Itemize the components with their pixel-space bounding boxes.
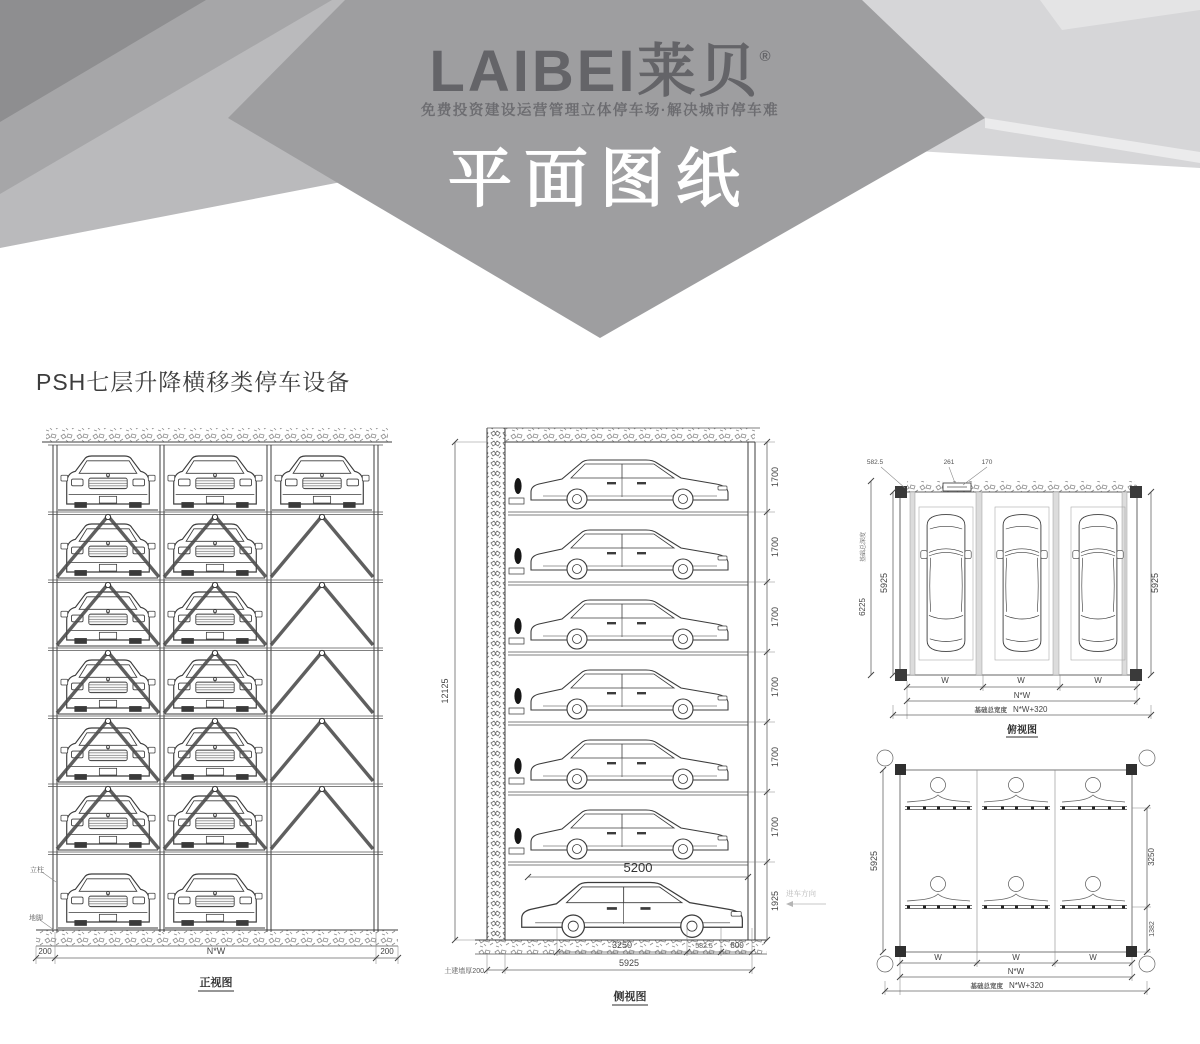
side-car-level [509,740,728,789]
side-level-dim-6: 1700 [770,816,780,838]
brand-logo-row [0,24,1200,108]
front-title-group [198,975,234,991]
plan-callout-1: 582.5 [866,459,884,466]
side-ground-height: 1925 [770,890,780,912]
front-callout-bottom: 地脚 [29,915,43,922]
front-callouts [29,865,56,930]
foundation-overall-note: 基础总宽度 [970,983,1003,990]
front-middle-rows [57,514,373,850]
side-car-level [509,460,728,509]
banner-title: 平面图纸 [448,143,752,215]
plan-total-width: N*W [1013,691,1031,700]
foundation-bay-width-1: W [934,953,942,962]
foundation-bottom-dims [882,952,1150,995]
plan-depth-right: 5925 [1150,572,1160,594]
side-wall-note: 土建墙厚200 [444,968,484,975]
registered-mark: ® [759,48,771,65]
plan-bay-width-3: W [1094,676,1102,685]
side-level-dim-5: 1700 [770,746,780,768]
front-dim-right: 200 [380,947,394,956]
front-callout-top: 立柱 [30,867,44,874]
plan-bottom-dims [890,675,1154,719]
front-dim-left: 200 [38,947,52,956]
foundation-left-dim [869,767,886,955]
foundation-rear-offset: 1382 [1149,921,1156,937]
side-depth: 5925 [618,958,640,968]
plan-bay-width-1: W [941,676,949,685]
plan-bay-width-2: W [1017,676,1025,685]
side-level-dim-1: 1700 [770,466,780,488]
foundation-structure [877,750,1155,972]
plan-title-group [1006,723,1038,737]
foundation-view-drawing [855,745,1200,1044]
side-level-dim-3: 1700 [770,606,780,628]
front-view-drawing [28,420,410,1020]
front-dim-center: N*W [206,946,226,956]
side-total-height: 12125 [440,678,450,704]
side-height-dim [440,439,487,943]
side-view-title: 侧视图 [613,991,647,1003]
plan-callout-3: 170 [981,459,993,466]
front-view-title: 正视图 [199,977,233,989]
side-level-dim-2: 1700 [770,536,780,558]
side-entry-note [786,888,826,907]
side-level-dim-4: 1700 [770,676,780,698]
plan-cars [921,515,1123,652]
foundation-right-dims [1132,805,1156,955]
front-row [57,514,373,578]
front-ground-row [58,874,265,928]
front-row-1-cars [58,456,372,510]
side-dim-3250: 3250 [611,940,633,950]
side-view-drawing [430,420,830,1020]
foundation-bay-width-3: W [1089,953,1097,962]
foundation-total-width: N*W [1007,967,1025,976]
foundation-rail-row-bottom [905,877,1127,909]
side-level-dims [748,439,780,943]
plan-overall-width: N*W+320 [1013,705,1048,714]
front-ground [36,930,398,946]
side-dim-800: 800 [730,941,744,950]
side-car-length: 5200 [623,860,653,875]
foundation-bay-width-2: W [1012,953,1020,962]
side-car-level [509,810,728,859]
entry-direction-label: 进车方向 [786,889,816,898]
side-car-level [509,530,728,579]
foundation-depth: 5925 [869,850,879,872]
foundation-rail-spacing: 3250 [1147,848,1156,866]
side-car-level [509,670,728,719]
brand-logo: LAIBEI莱贝 [429,39,760,104]
plan-callout-2: 261 [943,459,955,466]
header-banner [0,0,1200,350]
plan-overall-note: 基础总宽度 [974,707,1007,714]
side-title-group [612,989,648,1005]
foundation-rail-row-top [905,778,1127,810]
brand-tagline: 免费投资建设运营管理立体停车场·解决城市停车难 [420,103,780,119]
foundation-overall-width: N*W+320 [1009,981,1044,990]
plan-depth-note: 基础总深度 [861,531,867,563]
plan-right-dim [1148,489,1160,678]
plan-depth-inner: 5925 [879,572,889,594]
plan-view-title: 俯视图 [1007,725,1037,736]
plan-view-drawing [855,435,1200,747]
plan-left-dims [858,478,896,678]
side-car-ground [522,882,743,937]
section-title: PSH七层升降横移类停车设备 [36,369,351,395]
entry-direction-arrow [786,901,793,907]
plan-depth-outer: 6225 [858,598,867,616]
side-dim-5825: 582.5 [695,943,713,950]
side-car-length-dim [525,860,751,880]
side-car-level [509,600,728,649]
